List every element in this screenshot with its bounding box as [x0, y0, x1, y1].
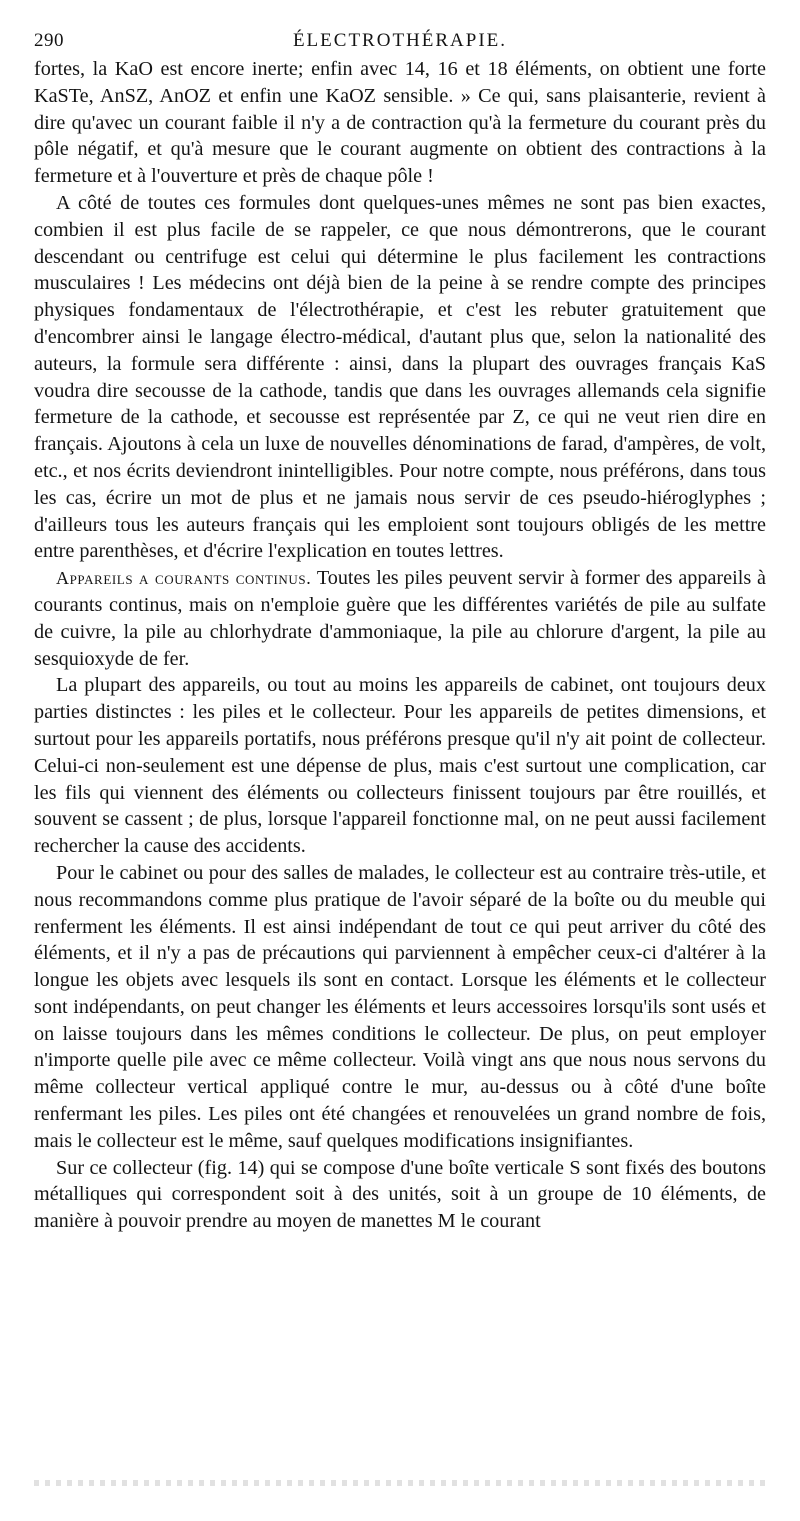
paragraph-3 [34, 565, 766, 672]
paragraph-5: Pour le cabinet ou pour des salles de malades, le collecteur est au contraire très-utile, et nous recommandons comme plus pratique de l'avoir séparé de la boîte ou du meuble qui renferment les éléments. Il est ainsi indépendant de tout ce qui peut arriver du côté des éléments, et il n'y a pas de précautions qui parviennent à empêcher ceux-ci d'altérer à la longue les objets avec lesquels ils sont en contact. Lorsque les éléments et le collecteur sont indépendants, on peut changer les éléments et leurs accessoires lorsqu'ils sont usés et on laisse toujours dans les mêmes conditions le collecteur. De plus, on peut employer n'importe quelle pile avec ce même collecteur. Voilà vingt ans que nous nous servons du même collecteur vertical appliqué contre le mur, au-dessus ou à côté d'une boîte renfermant les piles. Les piles ont été changées et renouvelées un grand nombre de fois, mais le collecteur est le même, sauf quelques modifications insignifiantes. [34, 861, 766, 1152]
paragraph-2: A côté de toutes ces formules dont quelques-unes mêmes ne sont pas bien exactes, combien il est plus facile de se rappeler, ce que nous démontrerons, que le courant descendant ou centrifuge est celui qui détermine le plus facilement les contractions musculaires ! Les médecins ont déjà bien de la peine à se rendre compte des principes physiques fondamentaux de l'électrothérapie, et c'est les rebuter gratuitement que d'encombrer ainsi le langage électro-médical, d'autant plus que, selon la nationalité des auteurs, la formule sera différente : ainsi, dans la plupart des ouvrages français KaS voudra dire secousse de la cathode, tandis que dans les ouvrages allemands cela signifie fermeture de la cathode, et secousse est représentée par Z, ce qui ne veut rien dire en français. Ajoutons à cela un luxe de nouvelles dénominations de farad, d'ampères, de volt, etc., et nos écrits deviendront inintelligibles. Pour notre compte, nous préférons, dans tous les cas, écrire un mot de plus et ne jamais nous servir de ces pseudo-hiéroglyphes ; d'ailleurs tous les auteurs français qui les emploient sont toujours obligés de les mettre entre parenthèses, et d'écrire l'explication en toutes lettres. [34, 191, 766, 563]
running-title: ÉLECTROTHÉRAPIE. [292, 30, 508, 51]
section-heading: Appareils a courants continus. [56, 568, 312, 589]
cropped-footer-line [34, 1480, 766, 1486]
page-number: 290 [34, 30, 64, 51]
paragraph-3-text: Toutes les piles peuvent servir à former des appareils à courants continus, mais on n'emploie guère que les différentes variétés de pile au sulfate de cuivre, la pile au chlorhydrate d'ammoniaque, la pile au chlorure d'argent, la pile au sesquioxyde de fer. [34, 567, 766, 670]
paragraph-1: fortes, la KaO est encore inerte; enfin avec 14, 16 et 18 éléments, on obtient une forte KaSTe, AnSZ, AnOZ et enfin une KaOZ sensible. » Ce qui, sans plaisanterie, revient à dire qu'avec un courant faible il n'y a de contraction qu'à la fermeture du courant près du pôle négatif, et qu'à mesure que le courant augmente on obtient des contractions à la fermeture et à l'ouverture et près de chaque pôle ! [34, 58, 766, 188]
body-text [34, 56, 766, 1235]
paragraph-6: Sur ce collecteur (fig. 14) qui se compose d'une boîte verticale S sont fixés des boutons métalliques qui correspondent soit à des unités, soit à un groupe de 10 éléments, de manière à pouvoir prendre au moyen de manettes M le courant [34, 1156, 766, 1233]
paragraph-4: La plupart des appareils, ou tout au moins les appareils de cabinet, ont toujours deux parties distinctes : les piles et le collecteur. Pour les appareils de petites dimensions, et surtout pour les appareils portatifs, nous préférons presque qu'il n'y ait point de collecteur. Celui-ci non-seulement est une dépense de plus, mais c'est surtout une complication, car les fils qui viennent des éléments ou collecteurs finissent toujours par être rouillés, et souvent se cassent ; de plus, lorsque l'appareil fonctionne mal, on ne peut aussi facilement rechercher la cause des accidents. [34, 674, 766, 858]
running-head [34, 26, 766, 56]
